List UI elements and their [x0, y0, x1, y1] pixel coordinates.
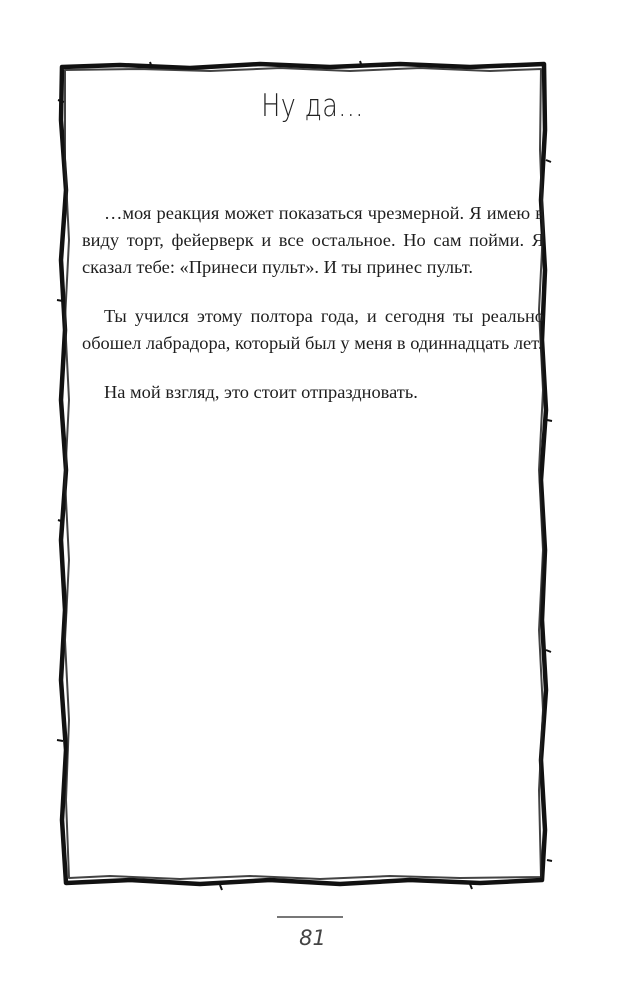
page-number: 81	[299, 926, 326, 950]
paragraph: …моя реакция может показаться чрезмерной. Я имею в виду торт, фейерверк и все остальное. Но сам пойми. Я сказал тебе: «Принеси пульт». И ты принес пульт.	[82, 203, 544, 277]
frame-inner-stroke	[65, 68, 543, 879]
body-text	[82, 200, 544, 428]
chapter-title: Ну да...	[261, 88, 364, 124]
page-number-rule	[277, 916, 343, 918]
paragraph: На мой взгляд, это стоит отпраздновать.	[104, 382, 418, 402]
frame-outer-stroke	[61, 64, 546, 884]
paragraph: Ты учился этому полтора года, и сегодня ты реально обошел лабрадора, который был у меня в одиннадцать лет.	[82, 306, 544, 353]
frame-texture-ticks	[57, 61, 552, 890]
